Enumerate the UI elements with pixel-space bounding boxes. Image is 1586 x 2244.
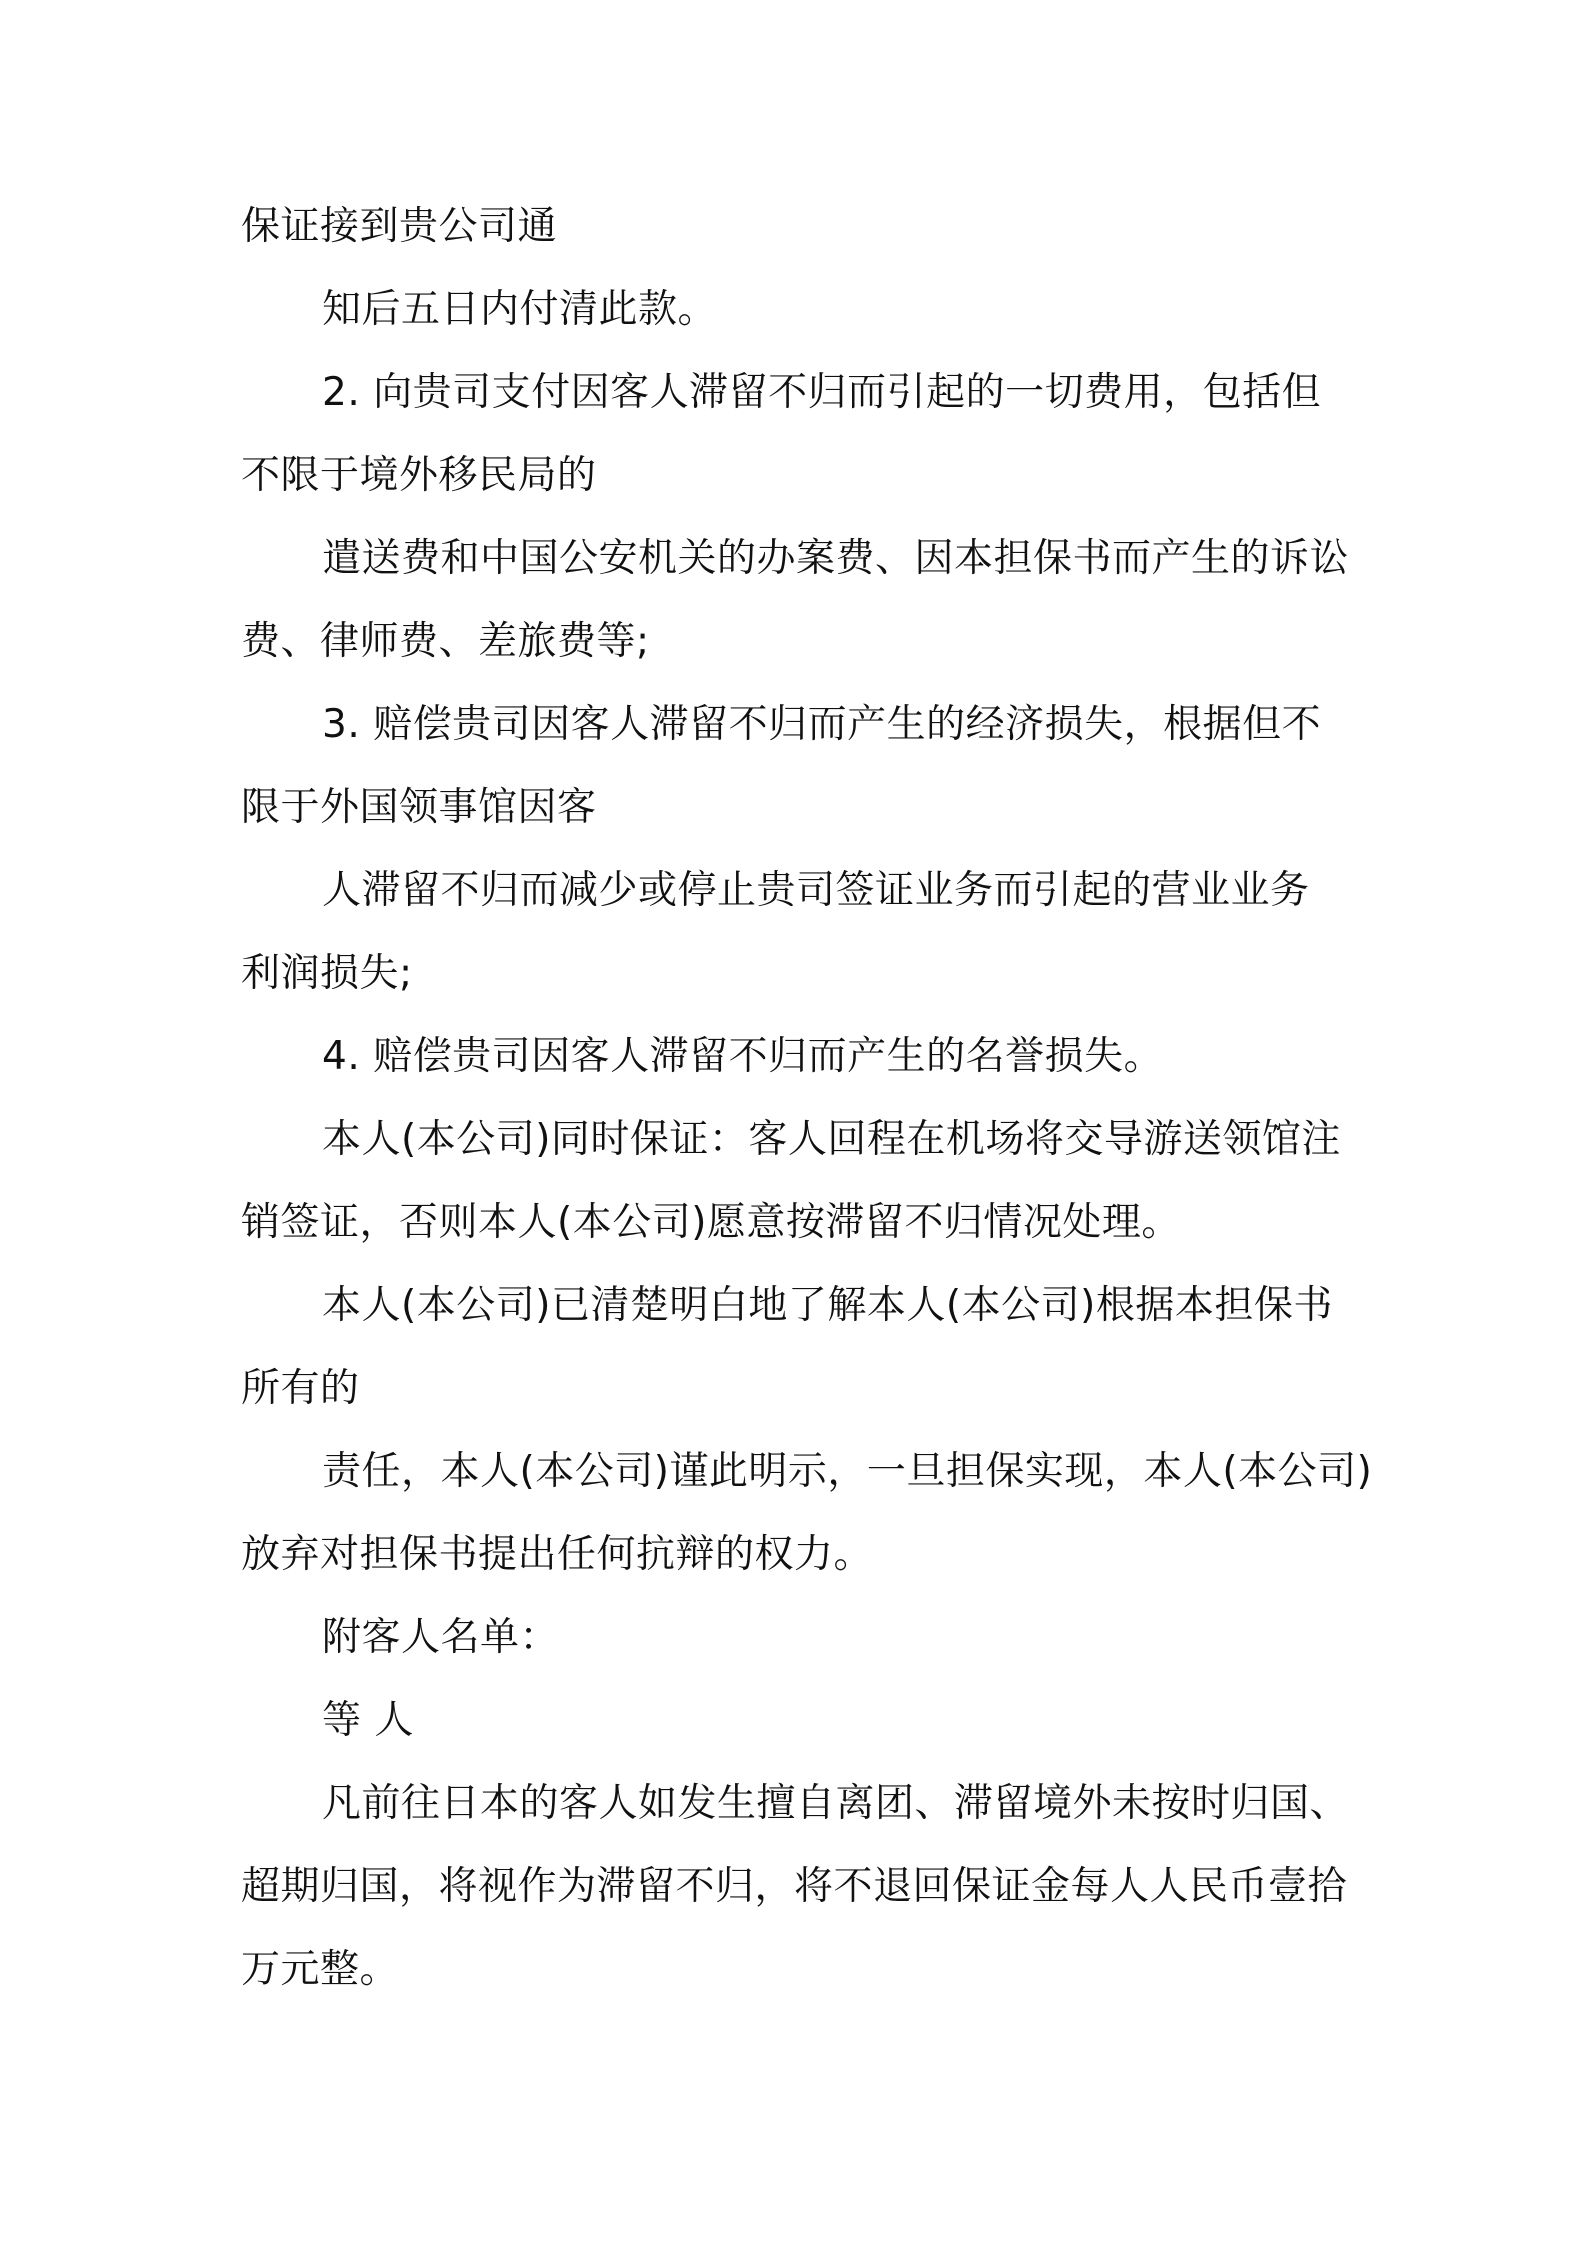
text-line-3: 2. 向贵司支付因客人滞留不归而引起的一切费用，包括但 [322, 370, 1322, 415]
text-line-19: 等 人 [322, 1698, 414, 1743]
text-line-20: 凡前往日本的客人如发生擅自离团、滞留境外未按时归国、 [322, 1781, 1350, 1826]
text-line-4: 不限于境外移民局的 [241, 453, 597, 498]
text-line-17: 放弃对担保书提出任何抗辩的权力。 [241, 1532, 874, 1577]
text-line-13: 销签证，否则本人(本公司)愿意按滞留不归情况处理。 [241, 1200, 1181, 1245]
text-line-5: 遣送费和中国公安机关的办案费、因本担保书而产生的诉讼 [322, 536, 1350, 581]
text-line-11: 4. 赔偿贵司因客人滞留不归而产生的名誉损失。 [322, 1034, 1164, 1079]
text-line-6: 费、律师费、差旅费等; [241, 619, 650, 664]
text-line-18: 附客人名单： [322, 1615, 560, 1660]
text-line-8: 限于外国领事馆因客 [241, 785, 597, 830]
text-line-10: 利润损失; [241, 951, 413, 996]
text-line-16: 责任，本人(本公司)谨此明示，一旦担保实现，本人(本公司) [322, 1449, 1373, 1494]
text-line-22: 万元整。 [241, 1947, 400, 1992]
text-line-12: 本人(本公司)同时保证：客人回程在机场将交导游送领馆注 [322, 1117, 1341, 1162]
text-line-1: 保证接到贵公司通 [241, 204, 558, 249]
text-line-15: 所有的 [241, 1366, 360, 1411]
text-line-21: 超期归国，将视作为滞留不归，将不退回保证金每人人民币壹拾 [241, 1864, 1348, 1909]
text-line-9: 人滞留不归而减少或停止贵司签证业务而引起的营业业务 [322, 868, 1310, 913]
text-line-7: 3. 赔偿贵司因客人滞留不归而产生的经济损失，根据但不 [322, 702, 1322, 747]
text-line-14: 本人(本公司)已清楚明白地了解本人(本公司)根据本担保书 [322, 1283, 1333, 1328]
text-line-2: 知后五日内付清此款。 [322, 287, 718, 332]
